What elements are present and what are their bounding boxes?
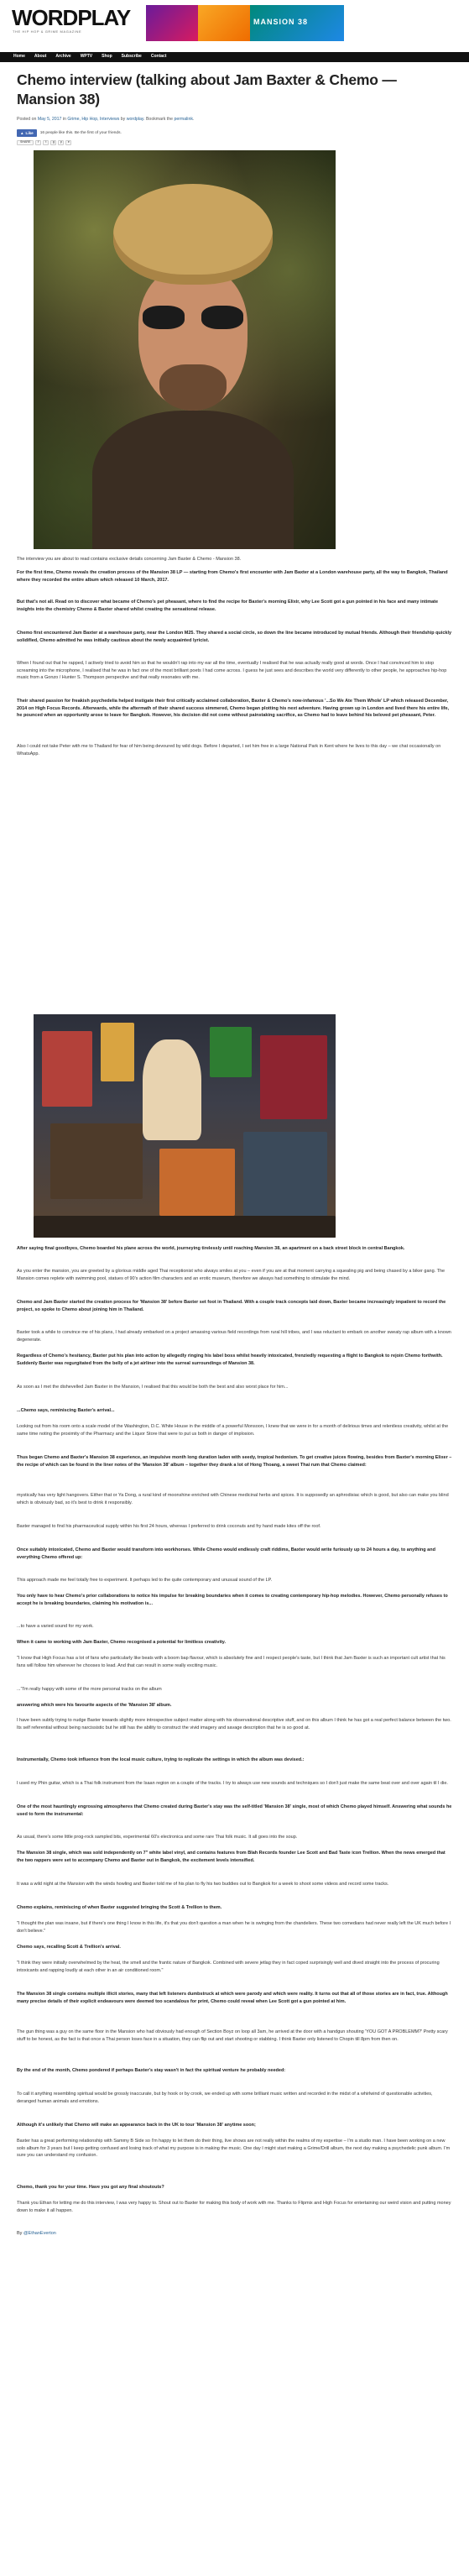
- paragraph: The gun thing was a guy on the same floor in the Mansion who had obviously had enough of Section Boyz on loop all 3am, he arrived at the door with a handgun shouting 'YOU GOT A PROBLEMM?' Pretty scary stuff to be honest, as the fact is that once a Thai person loses face in a situation, they can flip out and start shooting or stabbing. I think Baxter only listened to Chopin till 8pm from then on.: [17, 2029, 448, 2042]
- paragraph: When it came to working with Jam Baxter, Chemo recognised a potential for limitless creativity.: [17, 1640, 226, 1645]
- thumbs-up-icon: ▲: [20, 131, 24, 136]
- nav-home[interactable]: Home: [13, 54, 25, 60]
- meta-author-link[interactable]: wordplay: [126, 117, 144, 122]
- paragraph: Although it's unlikely that Chemo will make an appearance back in the UK to tour 'Mansion 38' anytime soon;: [17, 2123, 256, 2128]
- facebook-like-button[interactable]: [17, 129, 37, 137]
- paragraph: ...to have a varied sound for my work.: [17, 1624, 94, 1629]
- nav-shop[interactable]: Shop: [102, 54, 112, 60]
- paragraph: Chemo says, recalling Scott & Trellion's arrival.: [17, 1945, 121, 1950]
- paragraph: "I know that High Focus has a lot of fans who particularly like beats with a boom bap flavour, which is absolutely fine and I respect people's taste, but I think that Jam Baxter is such an important cult artist that his fans will follow him wherever he chooses to lead. And that can result in some really exciting music.: [17, 1656, 446, 1668]
- paragraph: "I thought the plan was insane, but if there's one thing I know in this life, it's that you don't question a man when he is swinging from the chandeliers. These two comedians had never really left the UK much before I don't believe.": [17, 1921, 451, 1934]
- facebook-like-label: Like: [25, 131, 34, 136]
- paragraph: By the end of the month, Chemo pondered if perhaps Baxter's stay wasn't in fact the spiritual venture he probably needed:: [17, 2068, 286, 2073]
- site-header: [0, 0, 469, 52]
- paragraph: mystically has very light hangovers. Either that or Ya Dong, a rural kind of moonshine enriched with Chinese medicinal herbs and spices. It is supposedly an aphrodisiac which is good, but also can make you blind which is obviously bad, so it's best to drink it responsibly.: [17, 1493, 449, 1505]
- paragraph: Chemo first encountered Jam Baxter at a warehouse party, near the London M25. They shared a social circle, so down the line became introduced by mutual friends. Although their friendship quickly solidified, Chemo admitted he was initially cautious about the newly acquainted lyricist.: [17, 631, 452, 643]
- facebook-like-row: [17, 129, 452, 137]
- share-twitter-icon[interactable]: t: [43, 140, 49, 145]
- paragraph: You only have to hear Chemo's prior collaborations to notice his impulse for breaking boundaries when it comes to creating contemporary hip-hop melodies. However, Chemo personally refuses to accept he is breaking boundaries, claiming his motivation is...: [17, 1594, 448, 1606]
- paragraph: Once suitably intoxicated, Chemo and Baxter would transform into workhorses. While Chemo would endlessly craft riddims, Baxter would write furiously up to 24 hours a day, to anything and everything Chemo offered up:: [17, 1547, 435, 1560]
- nav-archive[interactable]: Archive: [55, 54, 71, 60]
- paragraph: The Mansion 38 single, which was sold independently on 7" white label vinyl, and contains features from Blah Records founder Lee Scott and Bad Taste icon Trellion. When the news emerged that the two rappers were set to accompany Chemo and Baxter out in Bangkok, the excitement levels intensified.: [17, 1851, 446, 1863]
- paragraph: This approach made me feel totally free to experiment. It perhaps led to the quite contemporary and unusual sound of the LP.: [17, 1578, 273, 1583]
- paragraph: ...Chemo says, reminiscing Baxter's arrival...: [17, 1408, 115, 1413]
- paragraph: Regardless of Chemo's hesitancy, Baxter put his plan into action by allegedly ringing his label boss whilst heavily intoxicated, frenziedly requesting a flight to Bangkok to rejoin Chemo forthwith. Suddenly Baxter was regurgitated from the belly of a jet airliner into the surreal surroundings of Mansion 38.: [17, 1353, 443, 1366]
- paragraph: The Mansion 38 single contains multiple illicit stories, many that left listeners dumbstruck at which were parody and which were reality. It turns out that all of those stories are in fact, true. Although many precise details of their explicit endeavours were deemed too scandalous for print, Chemo could reveal when Lee Scott got a gun pointed at him.: [17, 1992, 448, 2004]
- paragraph: Thus began Chemo and Baxter's Mansion 38 experience, an impulsive month long duration laden with seedy, tropical hedonism. To get creative juices flowing, besides from Baxter's morning Elixer – the recipe of which can be found in the liner notes of the 'Mansion 38' album – together they drank a lot of Hong Thoang, a sweet Thai rum that Chemo claimed:: [17, 1455, 452, 1468]
- paragraph: To call it anything resembling spiritual would be grossly inaccurate, but by hook or by crook, we ended up with some brilliant music written and recorded in the midst of a whirlwind of questionable activities, deranged human animals and emotions.: [17, 2092, 433, 2104]
- paragraph: Looking out from his room onto a scale model of the Washington, D.C. White House in the middle of a powerful Monsoon, I knew that we were in for a month of delirious times and relentless creativity, whilst at the same time noting the proximity of the Pharmacy and the Liquor Store that were to put us both in danger of implosion.: [17, 1424, 449, 1437]
- meta-bookmark: . Bookmark the: [143, 117, 173, 122]
- paragraph: One of the most hauntingly engrossing atmospheres that Chemo created during Baxter's stay was the self-titled 'Mansion 38' single, most of which Chemo played himself. Answering what sounds he used to form the instrumental:: [17, 1804, 452, 1817]
- paragraph: Baxter took a while to convince me of his plans, I had already embarked on a project amassing various field recordings from rural hill tribes, and I was reluctant to embark on another sweaty rap album with a known degenerate.: [17, 1330, 451, 1343]
- paragraph: When I found out that he rapped, I actively tried to avoid him so that he wouldn't rap into my ear all the time, eventually I realised that he was actually really good at words. Once I had convinced him to stop screaming into the microphone, I realised that he was in fact one of the most brilliant poets I had come across. I guess he just sees and describes the world very differently to other people, he approaches hip-hop music from a Gonzo / Hunter S. Thompson perspective and that really resonates with me.: [17, 661, 447, 680]
- facebook-like-count: 16 people like this. Be the first of your friends.: [39, 130, 122, 135]
- paragraph: Their shared passion for freakish psychedelia helped instigate their first critically acclaimed collaboration, Baxter & Chemo's now-infamous '...So We Ate Them Whole' LP which released December, 2014 on High Focus Records. Afterwards, while the aftermath of their shared success simmered, Chemo began plotting his next adventure. Having grown up in London and lived there his entire life, he pounced when an opportunity arose to leave for Bangkok. However, his decision did not come without painstaking sacrifice, as Chemo had to leave behind his beloved pet pheasant, Peter.: [17, 699, 450, 718]
- meta-categories-link[interactable]: Grime, Hip Hop, Interviews: [67, 117, 120, 122]
- main-nav: [0, 52, 469, 62]
- paragraph: After saying final goodbyes, Chemo boarded his plane across the world, journeying tirelessly until reaching Mansion 38, an apartment on a back street block in central Bangkok.: [17, 1246, 405, 1251]
- paragraph: Baxter managed to find his pharmaceutical supply within his first 24 hours, whereas I preferred to drink coconuts and fry hand made kites off the roof.: [17, 1524, 321, 1529]
- share-buttons: [17, 139, 452, 145]
- paragraph: Instrumentally, Chemo took influence from the local music culture, trying to replicate the settings in which the album was devised.:: [17, 1757, 305, 1762]
- paragraph: I have been subtly trying to nudge Baxter towards slightly more introspective subject matter along with his observational descriptive stuff, and on this album I think he has got a real perfect balance between the two. Its self referential without being narcissistic but he still has the ability to construct the vivid imagery and savage description that he is so good at.: [17, 1718, 451, 1730]
- paragraph: Baxter has a great performing relationship with Sammy B Side so I'm happy to let them do their thing, live shows are not really within the realms of my expertise – I'm a studio man. I have been working on a new solo album for 3 years but I keep getting confused and losing track of what my purpose is in making the music. One day I might start making a Grime/Drill album, the next day making a psychedelic punk album. I'm sure you can understand my confusion.: [17, 2139, 451, 2158]
- paragraph: But that's not all. Read on to discover what became of Chemo's pet pheasant, where to find the recipe for Baxter's morning Elixir, why Lee Scott got a gun pointed in his face and many intimate insights into the chemistry Chemo & Baxter shared whilst creating the sensational release.: [17, 599, 439, 612]
- nav-about[interactable]: About: [34, 54, 47, 60]
- paragraph: Thank you Ethan for letting me do this interview, I was very happy to. Shout out to Baxter for making this body of work with me. Thanks to Flipmix and High Focus for entertaining our weird vision and putting money down to make it all happen.: [17, 2201, 451, 2213]
- article-byline: [17, 2230, 56, 2238]
- meta-in: in: [62, 117, 66, 122]
- paragraph: I used my Phin guitar, which is a Thai folk instrument from the Isaan region on a couple of the tracks. I try to always use new sounds and techniques so I don't just make the same beat over and over again til I die.: [17, 1781, 448, 1786]
- share-pinterest-icon[interactable]: p: [58, 140, 64, 145]
- meta-date-link[interactable]: May 5, 2017: [37, 117, 62, 122]
- chemo-portrait-image: [34, 150, 336, 549]
- paragraph: As soon as I met the dishevelled Jam Baxter in the Mansion, I realised that this would be both the best and also worst place for him...: [17, 1385, 289, 1390]
- banner-text: MANSION 38: [253, 18, 309, 26]
- banner-panel: [146, 5, 198, 41]
- meta-end: .: [192, 117, 195, 122]
- byline-prefix: By: [17, 2231, 23, 2236]
- bangkok-street-image: [34, 1014, 336, 1238]
- meta-permalink[interactable]: permalink: [174, 117, 193, 122]
- paragraph: ..."I'm really happy with some of the more personal tracks on the album: [17, 1687, 162, 1692]
- byline-author-link[interactable]: @EthanEverton: [23, 2231, 56, 2236]
- post-meta: [17, 116, 452, 123]
- meta-by: by: [120, 117, 126, 122]
- paragraph: As you enter the mansion, you are greeted by a glorious middle aged Thai receptionist who always smiles at you – even if you are at that moment carrying a squealing pig and being chased by a biker gang. The Mansion comes replete with swimming pool, statues of 90's action film characters and an erotic museum, therefore we always had something to stimulate the mind.: [17, 1269, 446, 1281]
- nav-subscribe[interactable]: Subscribe: [121, 54, 142, 60]
- site-logo[interactable]: WORDPLAY: [12, 5, 131, 30]
- paragraph: Also I could not take Peter with me to Thailand for fear of him being devoured by wild dogs. Before I departed, I set him free in a large National Park in Kent where he lives to this day – we chat occasionally on WhatsApp.: [17, 744, 441, 757]
- nav-wptv[interactable]: WPTV: [80, 54, 93, 60]
- paragraph: Chemo and Jam Baxter started the creation process for 'Mansion 38' before Baxter set foot in Thailand. With a couple track concepts laid down, Baxter became increasingly impatient to record the project, so spoke to Chemo about joining him in Thailand.: [17, 1300, 446, 1312]
- header-banner-ad[interactable]: [146, 5, 344, 41]
- share-button[interactable]: SHARE: [17, 140, 34, 145]
- share-facebook-icon[interactable]: f: [35, 140, 41, 145]
- paragraph: Chemo, thank you for your time. Have you got any final shoutouts?: [17, 2185, 164, 2190]
- paragraph: As usual, there's some little prog-rock sampled bits, experimental 60's electronica and some rare Thai folk music. It all goes into the soup.: [17, 1835, 298, 1840]
- paragraph: "I think they were initially overwhelmed by the heat, the smell and the frantic nature of Bangkok. Combined with severe jetlag they in fact coped surprisingly well and dived straight into the process of procuring intoxicants and rapping loudly at each other in an air conditioned room.": [17, 1961, 440, 1973]
- nav-contact[interactable]: Contact: [150, 54, 167, 60]
- paragraph: Chemo explains, reminiscing of when Baxter suggested bringing the Scott & Trellion to them.: [17, 1905, 222, 1910]
- meta-posted-on: Posted on: [17, 117, 37, 122]
- paragraph: It was a wild night at the Mansion with the winds howling and Baxter told me of his plan to fly his two buddies out to Bangkok for a week to shoot some videos and record some tracks.: [17, 1882, 389, 1887]
- share-email-icon[interactable]: e: [65, 140, 71, 145]
- post-title: Chemo interview (talking about Jam Baxter & Chemo — Mansion 38): [17, 71, 397, 107]
- banner-panel: [198, 5, 250, 41]
- post-header: [17, 71, 452, 145]
- paragraph: For the first time, Chemo reveals the creation process of the Mansion 38 LP — starting from Chemo's first encounter with Jam Baxter at a London warehouse party, all the way to Bangkok, Thailand where they recorded the entire album which released 10 March, 2017.: [17, 570, 448, 583]
- share-google-icon[interactable]: g: [50, 140, 56, 145]
- paragraph: The interview you are about to read contains exclusive details concerning Jam Baxter & Chemo - Mansion 38.: [17, 557, 242, 562]
- paragraph: answering which were his favourite aspects of the 'Mansion 38' album.: [17, 1703, 172, 1708]
- site-tagline: THE HIP HOP & GRIME MAGAZINE: [13, 29, 82, 34]
